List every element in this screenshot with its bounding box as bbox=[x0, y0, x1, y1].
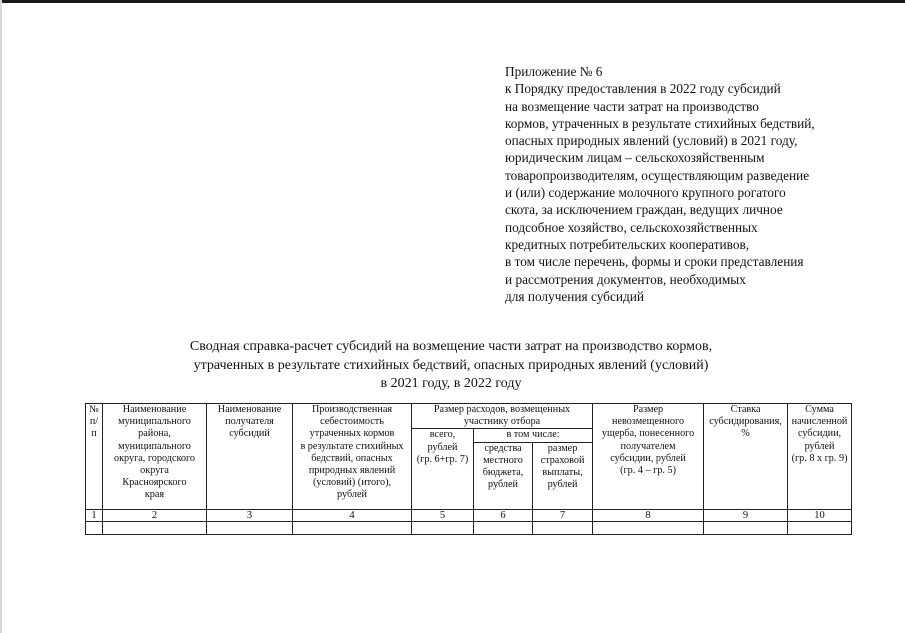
appendix-line: в том числе перечень, формы и сроки представления bbox=[505, 254, 804, 270]
header-sum: Сумма начисленной субсидии, рублей (гр. 8 х гр. 9) bbox=[788, 404, 852, 510]
header-expenses-group: Размер расходов, возмещенных участнику отбора bbox=[412, 404, 593, 429]
header-municipality: Наименование муниципального района, муниципального округа, городского округа Красноярского края bbox=[103, 404, 207, 510]
appendix-header bbox=[505, 63, 900, 305]
calculation-table bbox=[85, 403, 852, 535]
title-line: Сводная справка-расчет субсидий на возмещение части затрат на производство кормов, bbox=[189, 339, 713, 354]
header-rate: Ставка субсидирования, % bbox=[704, 404, 788, 510]
empty-cell bbox=[533, 521, 593, 534]
header-row-1 bbox=[86, 404, 852, 429]
title-line: утраченных в результате стихийных бедствий, опасных природных явлений (условий) bbox=[193, 357, 709, 373]
column-number: 8 bbox=[593, 509, 704, 521]
empty-cell bbox=[207, 521, 293, 534]
appendix-line: кормов, утраченных в результате стихийных бедствий, bbox=[505, 115, 815, 131]
column-number: 2 bbox=[103, 509, 207, 521]
empty-cell bbox=[788, 521, 852, 534]
column-number: 5 bbox=[412, 509, 474, 521]
empty-cell bbox=[593, 521, 704, 534]
column-number: 1 bbox=[86, 509, 103, 521]
header-insurance: размер страховой выплаты, рублей bbox=[533, 442, 593, 509]
header-cost: Производственная себестоимость утраченных кормов в результате стихийных бедствий, опасных природных явлений (условий) (итого), рублей bbox=[293, 404, 412, 510]
empty-cell bbox=[293, 521, 412, 534]
title-line: в 2021 году, в 2022 году bbox=[380, 376, 522, 391]
appendix-line: и (или) содержание молочного крупного рогатого bbox=[505, 185, 786, 201]
appendix-line: к Порядку предоставления в 2022 году субсидий bbox=[505, 81, 781, 97]
column-number: 10 bbox=[788, 509, 852, 521]
header-including: в том числе: bbox=[474, 429, 593, 442]
header-no: № п/п bbox=[86, 404, 103, 510]
empty-cell bbox=[86, 521, 103, 534]
empty-cell bbox=[412, 521, 474, 534]
header-recipient: Наименование получателя субсидий bbox=[207, 404, 293, 510]
appendix-line: опасных природных явлений (условий) в 2021 году, bbox=[505, 133, 798, 149]
appendix-line: скота, за исключением граждан, ведущих личное bbox=[505, 202, 783, 218]
header-total: всего, рублей (гр. 6+гр. 7) bbox=[412, 429, 474, 509]
appendix-line: юридическим лицам – сельскохозяйственным bbox=[505, 150, 765, 166]
appendix-line: для получения субсидий bbox=[505, 288, 644, 304]
appendix-line: и рассмотрения документов, необходимых bbox=[505, 271, 746, 287]
document-title bbox=[80, 338, 822, 394]
appendix-line: кредитных потребительских кооперативов, bbox=[505, 236, 750, 252]
column-number: 9 bbox=[704, 509, 788, 521]
scan-edge-top bbox=[0, 0, 905, 3]
empty-data-row bbox=[86, 521, 852, 534]
empty-cell bbox=[474, 521, 533, 534]
column-numbers-row bbox=[86, 509, 852, 521]
empty-cell bbox=[704, 521, 788, 534]
appendix-line: подсобное хозяйство, сельскохозяйственных bbox=[505, 219, 758, 235]
column-number: 7 bbox=[533, 509, 593, 521]
header-damage: Размер невозмещенного ущерба, понесенного получателем субсидии, рублей (гр. 4 – гр. 5) bbox=[593, 404, 704, 510]
header-local-budget: средства местного бюджета, рублей bbox=[474, 442, 533, 509]
appendix-line: Приложение № 6 bbox=[505, 64, 603, 79]
appendix-line: на возмещение части затрат на производство bbox=[505, 98, 759, 114]
scan-edge-left bbox=[0, 0, 2, 633]
empty-cell bbox=[103, 521, 207, 534]
appendix-line: товаропроизводителям, осуществляющим разведение bbox=[505, 167, 810, 183]
column-number: 6 bbox=[474, 509, 533, 521]
column-number: 3 bbox=[207, 509, 293, 521]
column-number: 4 bbox=[293, 509, 412, 521]
